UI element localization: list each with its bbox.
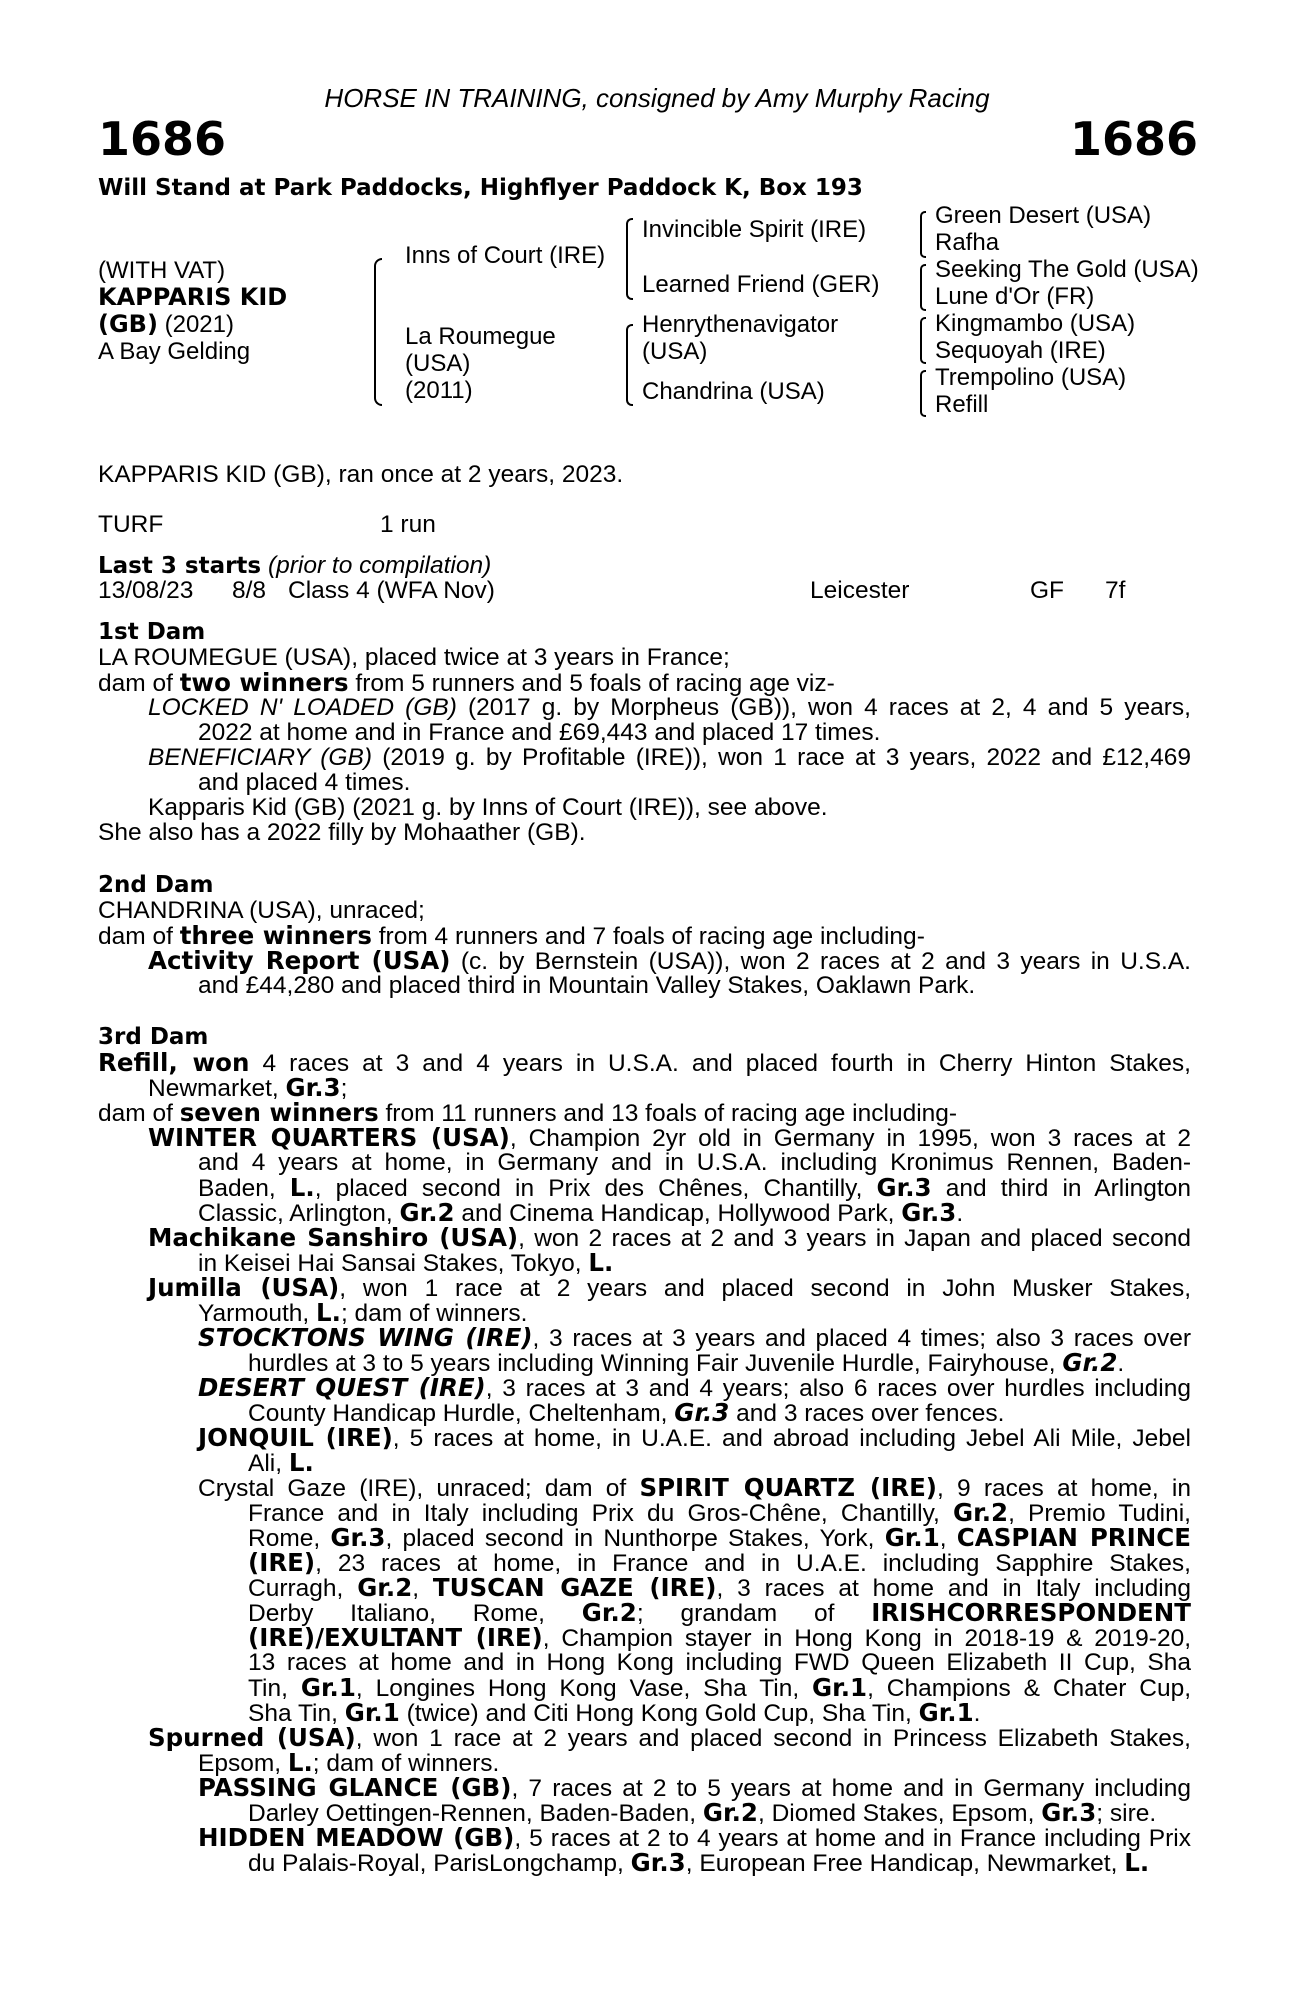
text: ; <box>340 1075 348 1102</box>
grade: L. <box>289 1173 315 1202</box>
pedigree-dam-sire-2: (USA) <box>642 338 708 365</box>
stand-location: Will Stand at Park Paddocks, Highflyer Paddock K, Box 193 <box>98 175 863 201</box>
pedigree-dam-sire-1: Henrythenavigator <box>642 311 839 338</box>
text: hurdles at 3 to 5 years including Winning Fair Juvenile Hurdle, Fairyhouse, <box>248 1350 1063 1377</box>
text: , 7 races at 2 to 5 years at home and in Germany including <box>511 1775 1191 1802</box>
text: ; grandam of <box>636 1600 872 1627</box>
text: Classic, Arlington, <box>198 1200 400 1227</box>
grade: Gr.3 <box>1041 1798 1097 1827</box>
winter-quarters-line-3 <box>198 1175 1191 1201</box>
grade: L. <box>288 1448 314 1477</box>
text: and third in Arlington <box>931 1175 1191 1202</box>
second-dam-heading: 2nd Dam <box>98 872 214 898</box>
text: . <box>973 1700 981 1727</box>
start-going: GF <box>1030 577 1065 604</box>
text: , 3 races at home and in Italy including <box>716 1575 1191 1602</box>
pedigree-sss: Green Desert (USA) <box>935 202 1152 229</box>
pedigree-brace-3d <box>920 370 926 417</box>
winter-quarters-line-1 <box>148 1125 1191 1151</box>
text: Curragh, <box>248 1575 358 1602</box>
start-course: Leicester <box>810 577 910 604</box>
text: , Champions & Chater Cup, <box>867 1675 1192 1702</box>
progeny-name: TUSCAN GAZE (IRE) <box>432 1573 717 1602</box>
progeny-name: SPIRIT QUARTZ (IRE) <box>639 1473 938 1502</box>
text: . <box>956 1200 964 1227</box>
text: , 9 races at home, in <box>937 1475 1191 1502</box>
grade: Gr.2 <box>1062 1348 1118 1377</box>
first-dam-line-6: and placed 4 times. <box>198 769 411 796</box>
consignment-line: HORSE IN TRAINING, consigned by Amy Murphy Racing <box>324 83 990 113</box>
text: , <box>939 1525 957 1552</box>
start-row <box>0 578 1314 604</box>
text: , placed second in Nunthorpe Stakes, York, <box>385 1525 885 1552</box>
text: ; dam of winners. <box>340 1300 528 1327</box>
progeny-name: CASPIAN PRINCE <box>956 1523 1192 1552</box>
grade: Gr.2 <box>581 1598 637 1627</box>
text: , won <box>168 1048 250 1077</box>
start-date: 13/08/23 <box>98 577 194 604</box>
text: du Palais-Royal, ParisLongchamp, <box>248 1850 631 1877</box>
text: (c. by Bernstein (USA)), won 2 races at 2 and 3 years in U.S.A. <box>450 948 1191 975</box>
grade: Gr.2 <box>357 1573 413 1602</box>
crystal-gaze-line-7 <box>248 1625 1191 1651</box>
text: Crystal Gaze (IRE), unraced; dam of <box>198 1475 640 1502</box>
pedigree-sire-sire: Invincible Spirit (IRE) <box>642 216 867 243</box>
progeny-name: DESERT QUEST (IRE) <box>198 1373 486 1402</box>
crystal-gaze-line-10 <box>248 1700 980 1726</box>
second-dam-line-1: CHANDRINA (USA), unraced; <box>98 897 425 924</box>
text: . <box>1117 1350 1125 1377</box>
pedigree-brace-1 <box>374 258 382 406</box>
horse-description: A Bay Gelding <box>98 338 251 365</box>
dam-name: Refill <box>98 1048 169 1077</box>
text: , 23 races at home, in France and in U.A.E. including Sapphire Stakes, <box>315 1550 1191 1577</box>
horse-name: KAPPARIS KID <box>98 283 288 311</box>
runs-count: 1 run <box>380 511 436 538</box>
grade: Gr.1 <box>918 1698 974 1727</box>
progeny-name: IRISHCORRESPONDENT <box>871 1598 1192 1627</box>
pedigree-sire: Inns of Court (IRE) <box>405 242 606 269</box>
winter-quarters-line-2: and 4 years at home, in Germany and in U.S.A. including Kronimus Rennen, Baden- <box>198 1149 1191 1176</box>
text: Baden, <box>198 1175 290 1202</box>
progeny-name: Machikane Sanshiro (USA) <box>148 1223 519 1252</box>
text: Yarmouth, <box>198 1300 317 1327</box>
pedigree-dam-2: (USA) <box>405 350 471 377</box>
text: France and in Italy including Prix du Gros-Chêne, Chantilly, <box>248 1500 953 1527</box>
race-summary: KAPPARIS KID (GB), ran once at 2 years, 2023. <box>98 461 624 488</box>
grade: Gr.1 <box>884 1523 940 1552</box>
first-dam-line-1: LA ROUMEGUE (USA), placed twice at 3 years in France; <box>98 644 730 671</box>
crystal-gaze-line-1 <box>198 1475 1191 1501</box>
progeny-name: Jumilla (USA) <box>148 1273 340 1302</box>
progeny-name: WINTER QUARTERS (USA) <box>148 1123 510 1152</box>
text: Newmarket, <box>148 1075 286 1102</box>
pedigree-brace-3a <box>920 211 926 258</box>
text: Rome, <box>248 1525 331 1552</box>
hidden-meadow-line-2 <box>248 1850 1149 1876</box>
text: dam of <box>98 1100 180 1127</box>
first-dam-line-8: She also has a 2022 filly by Mohaather (GB). <box>98 819 586 846</box>
jumilla-line-1 <box>148 1275 1191 1301</box>
text: , Champion 2yr old in Germany in 1995, won 3 races at 2 <box>509 1125 1191 1152</box>
grade: L. <box>287 1748 313 1777</box>
progeny-name: LOCKED N' LOADED (GB) <box>148 694 457 721</box>
grade: Gr.1 <box>300 1673 356 1702</box>
grade: L. <box>588 1248 614 1277</box>
lot-number-left: 1686 <box>98 112 227 166</box>
text: (2019 g. by Profitable (IRE)), won 1 race at 3 years, 2022 and £12,469 <box>371 744 1191 771</box>
text: and Cinema Handicap, Hollywood Park, <box>454 1200 902 1227</box>
pedigree-brace-2b <box>626 324 633 406</box>
text: dam of <box>98 923 180 950</box>
text: , 3 races at 3 years and placed 4 times; also 3 races over <box>532 1325 1191 1352</box>
horse-origin: (GB) <box>98 310 158 338</box>
pedigree-brace-2a <box>626 218 633 300</box>
grade: Gr.3 <box>330 1523 386 1552</box>
text: , placed second in Prix des Chênes, Chantilly, <box>314 1175 877 1202</box>
pedigree-dam-3: (2011) <box>405 377 473 404</box>
text: (twice) and Citi Hong Kong Gold Cup, Sha Tin, <box>399 1700 919 1727</box>
text: , won 1 race at 2 years and placed second in Princess Elizabeth Stakes, <box>355 1725 1191 1752</box>
first-dam-line-7: Kapparis Kid (GB) (2021 g. by Inns of Court (IRE)), see above. <box>148 794 828 821</box>
progeny-name: STOCKTONS WING (IRE) <box>198 1323 533 1352</box>
last-starts-note: (prior to compilation) <box>267 552 492 579</box>
grade: Gr.2 <box>702 1798 758 1827</box>
text: , 5 races at 2 to 4 years at home and in France including Prix <box>514 1825 1192 1852</box>
grade: Gr.3 <box>901 1198 957 1227</box>
pedigree-sire-dam: Learned Friend (GER) <box>642 271 880 298</box>
text: 4 races at 3 and 4 years in U.S.A. and placed fourth in Cherry Hinton Stakes, <box>249 1050 1191 1077</box>
progeny-name: BENEFICIARY (GB) <box>148 744 372 771</box>
text: ; sire. <box>1096 1800 1157 1827</box>
text: , European Free Handicap, Newmarket, <box>685 1850 1125 1877</box>
grade: Gr.3 <box>674 1398 730 1427</box>
jonquil-line-1 <box>198 1425 1191 1451</box>
start-class: Class 4 (WFA Nov) <box>288 577 495 604</box>
pedigree-dam-1: La Roumegue <box>405 323 556 350</box>
pedigree-sdd: Lune d'Or (FR) <box>935 283 1095 310</box>
last-starts-title: Last 3 starts <box>98 553 262 579</box>
text: , <box>412 1575 433 1602</box>
start-distance: 7f <box>1105 577 1126 604</box>
grade: Gr.2 <box>399 1198 455 1227</box>
pedigree-ssd: Rafha <box>935 229 1000 256</box>
first-dam-line-3 <box>148 695 1191 720</box>
text: (2017 g. by Morpheus (GB)), won 4 races at 2, 4 and 5 years, <box>456 694 1191 721</box>
jonquil-line-2 <box>248 1450 314 1476</box>
pedigree-brace-3b <box>920 264 926 311</box>
text: , 3 races at 3 and 4 years; also 6 races over hurdles including <box>485 1375 1191 1402</box>
progeny-name: Spurned (USA) <box>148 1723 356 1752</box>
first-dam-line-5 <box>148 745 1191 770</box>
pedigree-dam-dam: Chandrina (USA) <box>642 378 825 405</box>
grade: Gr.3 <box>876 1173 932 1202</box>
progeny-name: PASSING GLANCE (GB) <box>198 1773 512 1802</box>
text: from 5 runners and 5 foals of racing age viz- <box>348 670 835 697</box>
lot-number-right: 1686 <box>1069 112 1198 166</box>
first-dam-heading: 1st Dam <box>98 619 206 645</box>
text: dam of <box>98 670 180 697</box>
text: , Longines Hong Kong Vase, Sha Tin, <box>355 1675 813 1702</box>
pedigree-sds: Seeking The Gold (USA) <box>935 256 1199 283</box>
progeny-name: HIDDEN MEADOW (GB) <box>198 1823 515 1852</box>
text: ; dam of winners. <box>312 1750 500 1777</box>
text: from 4 runners and 7 foals of racing age including- <box>371 923 925 950</box>
winners-count: seven winners <box>179 1098 379 1127</box>
pedigree-dss: Kingmambo (USA) <box>935 310 1136 337</box>
text: Darley Oettingen-Rennen, Baden-Baden, <box>248 1800 703 1827</box>
progeny-name: JONQUIL (IRE) <box>198 1423 393 1452</box>
text: Derby Italiano, Rome, <box>248 1600 582 1627</box>
hidden-meadow-line-1 <box>198 1825 1191 1851</box>
surface-label: TURF <box>98 511 164 538</box>
text: Tin, <box>248 1675 301 1702</box>
text: Epsom, <box>198 1750 288 1777</box>
text: in Keisei Hai Sansai Stakes, Tokyo, <box>198 1250 589 1277</box>
winners-count: three winners <box>179 921 372 950</box>
pedigree-dds: Trempolino (USA) <box>935 364 1127 391</box>
text: Ali, <box>248 1450 289 1477</box>
first-dam-line-2 <box>98 670 835 696</box>
stocktons-wing-line-1 <box>198 1325 1191 1351</box>
third-dam-line-1 <box>98 1050 1191 1076</box>
machikane-line-1 <box>148 1225 1191 1251</box>
winners-count: two winners <box>179 668 349 697</box>
text: , 5 races at home, in U.A.E. and abroad including Jebel Ali Mile, Jebel <box>392 1425 1191 1452</box>
crystal-gaze-line-3 <box>248 1525 1191 1551</box>
text: , Diomed Stakes, Epsom, <box>757 1800 1042 1827</box>
start-position: 8/8 <box>232 577 267 604</box>
text: , Premio Tudini, <box>1008 1500 1191 1527</box>
text: and 3 races over fences. <box>729 1400 1005 1427</box>
crystal-gaze-line-8: 13 races at home and in Hong Kong including FWD Queen Elizabeth II Cup, Sha <box>248 1649 1191 1676</box>
progeny-name: Activity Report (USA) <box>148 946 451 975</box>
vat-note: (WITH VAT) <box>98 257 226 284</box>
progeny-name: (IRE) <box>248 1548 316 1577</box>
grade: L. <box>1124 1848 1150 1877</box>
second-dam-line-4: and £44,280 and placed third in Mountain Valley Stakes, Oaklawn Park. <box>198 972 976 999</box>
text: from 11 runners and 13 foals of racing age including- <box>378 1100 958 1127</box>
text: , won 1 race at 2 years and placed second in John Musker Stakes, <box>339 1275 1191 1302</box>
text: , won 2 races at 2 and 3 years in Japan and placed second <box>518 1225 1191 1252</box>
grade: Gr.3 <box>630 1848 686 1877</box>
progeny-name: (IRE)/EXULTANT (IRE) <box>248 1623 543 1652</box>
pedigree-dsd: Sequoyah (IRE) <box>935 337 1106 364</box>
pedigree-table <box>0 0 1314 420</box>
text: County Handicap Hurdle, Cheltenham, <box>248 1400 675 1427</box>
third-dam-heading: 3rd Dam <box>98 1024 209 1050</box>
grade: Gr.3 <box>285 1073 341 1102</box>
text: , Champion stayer in Hong Kong in 2018-19 & 2019-20, <box>542 1625 1191 1652</box>
grade: Gr.1 <box>812 1673 868 1702</box>
grade: L. <box>316 1298 341 1327</box>
last-starts-heading <box>98 553 491 579</box>
grade: Gr.2 <box>953 1498 1009 1527</box>
first-dam-line-4: 2022 at home and in France and £69,443 and placed 17 times. <box>198 719 881 746</box>
text: Sha Tin, <box>248 1700 345 1727</box>
pedigree-brace-3c <box>920 317 926 364</box>
horse-foaling-year: (2021) <box>164 311 234 338</box>
pedigree-ddd: Refill <box>935 391 989 418</box>
second-dam-line-3 <box>148 948 1191 974</box>
grade: Gr.1 <box>344 1698 400 1727</box>
